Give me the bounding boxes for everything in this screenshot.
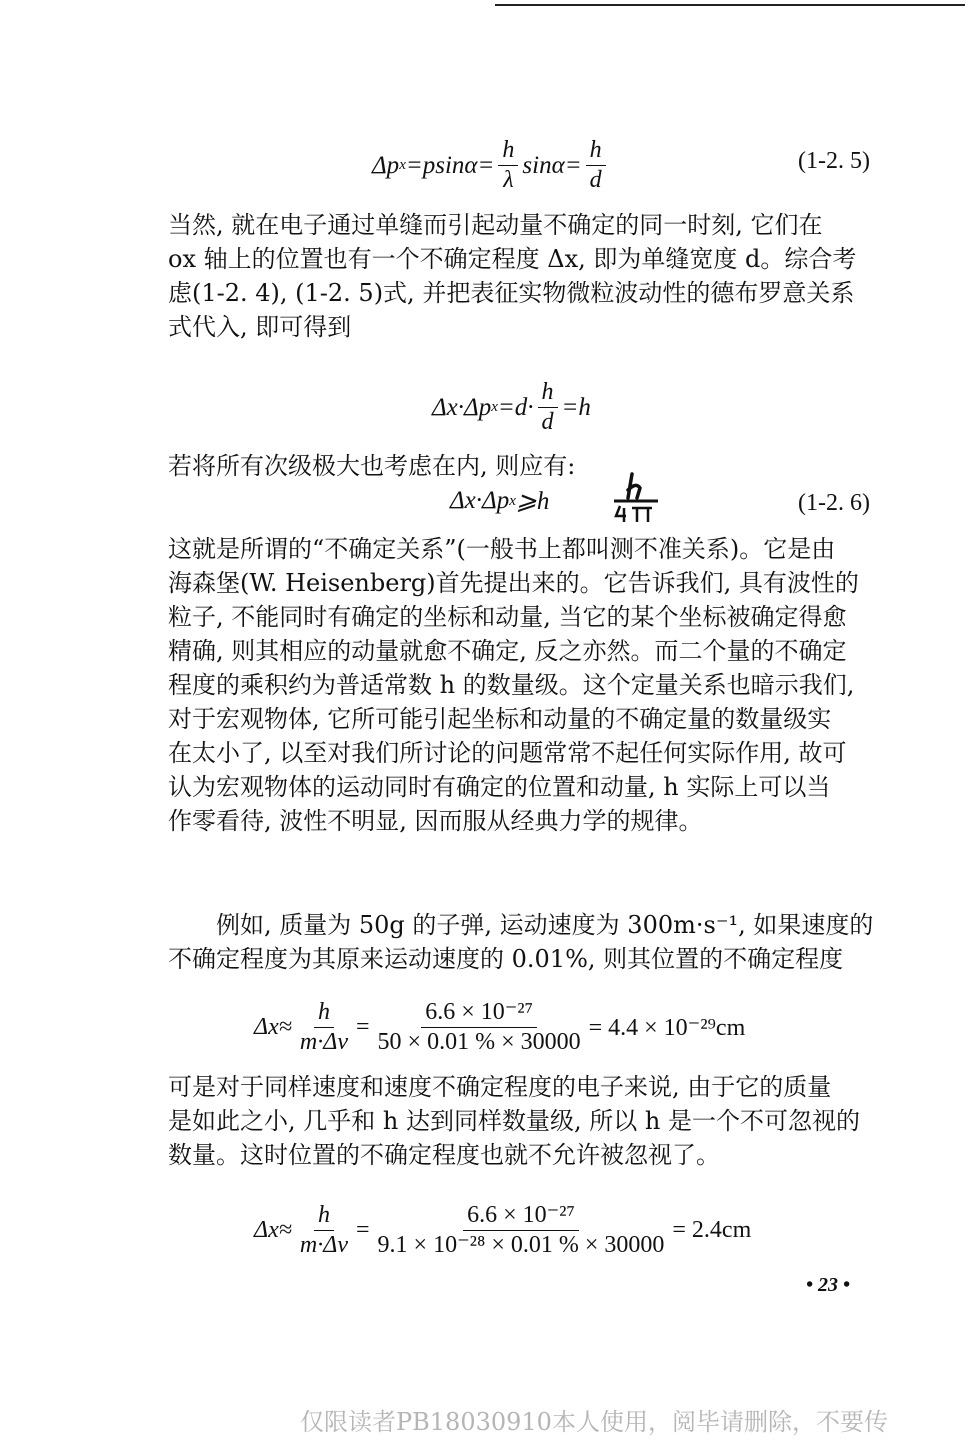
paragraph-2 [168,449,886,483]
eq1-fraction-2 [586,138,606,193]
equation-uncertainty-product [432,380,591,435]
eq1-f1-num: h [498,138,518,166]
eq5-fraction-1 [296,1203,352,1258]
equation-1-2-5 [372,138,610,193]
eq2-lhs: Δx·Δp [432,393,492,421]
eq2-part1: =d· [497,393,534,421]
eq1-sub: x [399,157,406,174]
eq4-lhs: Δx≈ [254,1014,292,1041]
eq1-f2-den: d [589,167,602,194]
eq1-lhs: Δp [372,151,400,179]
para3-line-4: 精确, 则其相应的动量就愈不确定, 反之亦然。而二个量的不确定 [168,637,847,665]
paragraph-5 [168,1070,886,1172]
para4-line-2: 不确定程度为其原来运动速度的 0.01%, 则其位置的不确定程度 [168,945,844,973]
para3-line-9: 作零看待, 波性不明显, 因而服从经典力学的规律。 [168,807,703,835]
eq5-f1-num: h [314,1203,334,1231]
handwritten-h-over-4pi-icon [606,470,666,526]
para1-line-4: 式代入, 即可得到 [168,313,352,341]
top-rule [495,4,965,6]
handwritten-annotation [606,470,666,526]
eq1-part1: =psinα= [405,151,495,179]
watermark: 仅限读者PB18030910本人使用，阅毕请删除，不要传 [300,1408,888,1436]
eq3-sub: x [509,492,516,509]
para5-line-2: 是如此之小, 几乎和 h 达到同样数量级, 所以 h 是一个不可忽视的 [168,1107,860,1135]
para3-line-1: 这就是所谓的“不确定关系”(一般书上都叫测不准关系)。它是由 [168,535,836,563]
eq2-part2: =h [561,393,591,421]
para3-line-2: 海森堡(W. Heisenberg)首先提出来的。它告诉我们, 具有波性的 [168,569,859,597]
eq5-f2-den: 9.1 × 10⁻²⁸ × 0.01 % × 30000 [377,1232,665,1259]
eq4-fraction-1 [296,1000,352,1055]
eq2-fraction [538,380,558,435]
equation-electron-example [254,1203,751,1258]
paragraph-3 [168,532,886,838]
equation-bullet-example [254,1000,745,1055]
eq2-sub: x [491,399,498,416]
eq4-fraction-2 [374,1000,585,1055]
paragraph-4 [168,908,886,976]
para3-line-3: 粒子, 不能同时有确定的坐标和动量, 当它的某个坐标被确定得愈 [168,603,847,631]
para4-line-1: 例如, 质量为 50g 的子弹, 运动速度为 300m·s⁻¹, 如果速度的 [216,911,874,939]
eq5-f1-den: m·Δv [299,1232,348,1259]
eq5-rhs: = 2.4cm [672,1217,752,1244]
para1-line-1: 当然, 就在电子通过单缝而引起动量不确定的同一时刻, 它们在 [168,211,823,239]
eq4-rhs: = 4.4 × 10⁻²⁹cm [588,1015,746,1042]
eq4-f1-den: m·Δv [299,1029,348,1056]
eq3-part1: ⩾h [515,488,550,515]
para3-line-8: 认为宏观物体的运动同时有确定的位置和动量, h 实际上可以当 [168,773,831,801]
paragraph-1 [168,208,886,344]
eq4-f2-den: 50 × 0.01 % × 30000 [377,1029,581,1056]
eq1-part2: sinα= [522,151,582,179]
eq5-lhs: Δx≈ [254,1217,292,1244]
page-number: • 23 • [806,1274,851,1296]
equation-number-1-2-5: (1-2. 5) [798,148,870,174]
para1-line-3: 虑(1-2. 4), (1-2. 5)式, 并把表征实物微粒波动性的德布罗意关系 [168,279,855,307]
para1-line-2: ox 轴上的位置也有一个不确定程度 Δx, 即为单缝宽度 d。综合考 [168,245,857,273]
equation-1-2-6 [450,486,549,516]
eq5-fraction-2 [374,1203,669,1258]
eq3-lhs: Δx·Δp [450,487,510,514]
eq2-num: h [538,380,558,408]
para3-line-6: 对于宏观物体, 它所可能引起坐标和动量的不确定量的数量级实 [168,705,832,733]
para2-line-1: 若将所有次级极大也考虑在内, 则应有: [168,452,576,480]
eq5-equals: = [356,1217,370,1244]
eq4-f2-num: 6.6 × 10⁻²⁷ [421,1000,537,1028]
eq5-f2-num: 6.6 × 10⁻²⁷ [463,1203,579,1231]
eq1-f1-den: λ [503,167,514,194]
para5-line-3: 数量。这时位置的不确定程度也就不允许被忽视了。 [168,1141,720,1169]
eq4-f1-num: h [314,1000,334,1028]
eq4-equals: = [356,1014,370,1041]
eq2-den: d [541,409,554,436]
para5-line-1: 可是对于同样速度和速度不确定程度的电子来说, 由于它的质量 [168,1073,832,1101]
para3-line-5: 程度的乘积约为普适常数 h 的数量级。这个定量关系也暗示我们, [168,671,855,699]
eq1-f2-num: h [586,138,606,166]
equation-number-1-2-6: (1-2. 6) [798,490,870,516]
eq1-fraction-1 [498,138,518,193]
para3-line-7: 在太小了, 以至对我们所讨论的问题常常不起任何实际作用, 故可 [168,739,847,767]
